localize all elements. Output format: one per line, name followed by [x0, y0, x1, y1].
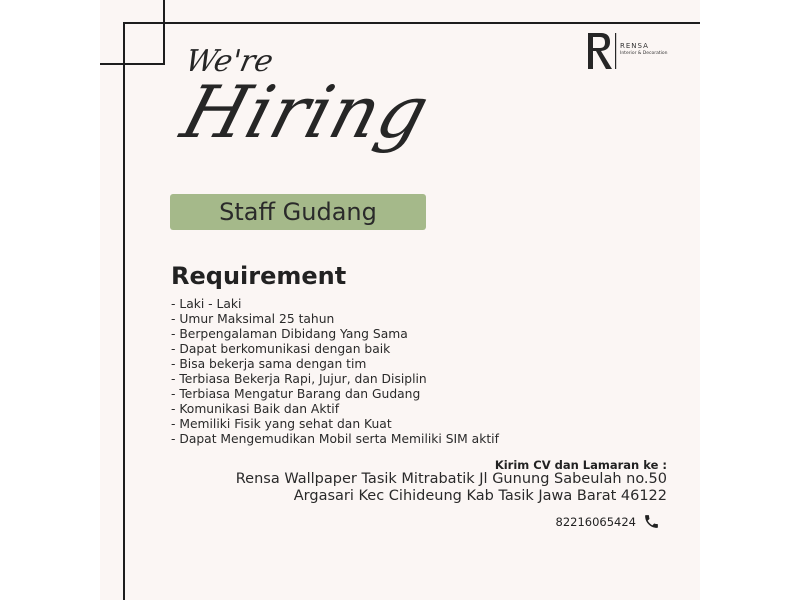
- send-cv-label: Kirim CV dan Lamaran ke :: [494, 458, 667, 472]
- company-address: [236, 471, 667, 505]
- requirements-title: Requirement: [171, 262, 347, 290]
- hiring-poster: [100, 0, 700, 600]
- requirement-item: - Umur Maksimal 25 tahun: [171, 312, 335, 326]
- requirement-item: - Dapat Mengemudikan Mobil serta Memiliki SIM aktif: [171, 432, 499, 446]
- requirement-item: - Terbiasa Bekerja Rapi, Jujur, dan Disiplin: [171, 372, 427, 386]
- headline-hiring: Hiring: [172, 70, 439, 154]
- frame-line-top-long: [123, 22, 700, 24]
- frame-line-left-long: [123, 22, 125, 600]
- headline-were: We're: [182, 44, 277, 79]
- requirement-item: - Laki - Laki: [171, 297, 242, 311]
- frame-line-vertical-short: [163, 0, 165, 65]
- position-title: Staff Gudang: [219, 198, 377, 226]
- phone-contact: [556, 513, 660, 530]
- phone-number: 82216065424: [555, 514, 636, 529]
- requirement-item: - Dapat berkomunikasi dengan baik: [171, 342, 391, 356]
- phone-icon: [643, 513, 660, 530]
- requirement-item: - Berpengalaman Dibidang Yang Sama: [171, 327, 408, 341]
- requirement-item: - Memiliki Fisik yang sehat dan Kuat: [171, 417, 392, 431]
- frame-line-top-short: [100, 63, 165, 65]
- requirement-item: - Bisa bekerja sama dengan tim: [171, 357, 367, 371]
- requirements-list: [171, 297, 499, 447]
- logo-name: RENSA: [620, 42, 649, 50]
- address-line-1: Rensa Wallpaper Tasik Mitrabatik Jl Gunung Sabeulah no.50: [235, 471, 667, 487]
- address-line-2: Argasari Kec Cihideung Kab Tasik Jawa Barat 46122: [293, 488, 667, 504]
- position-badge: [170, 194, 426, 230]
- requirement-item: - Komunikasi Baik dan Aktif: [171, 402, 340, 416]
- logo-tagline: Interior & Decoration: [620, 51, 668, 56]
- requirement-item: - Terbiasa Mengatur Barang dan Gudang: [171, 387, 421, 401]
- logo-text: [620, 42, 667, 56]
